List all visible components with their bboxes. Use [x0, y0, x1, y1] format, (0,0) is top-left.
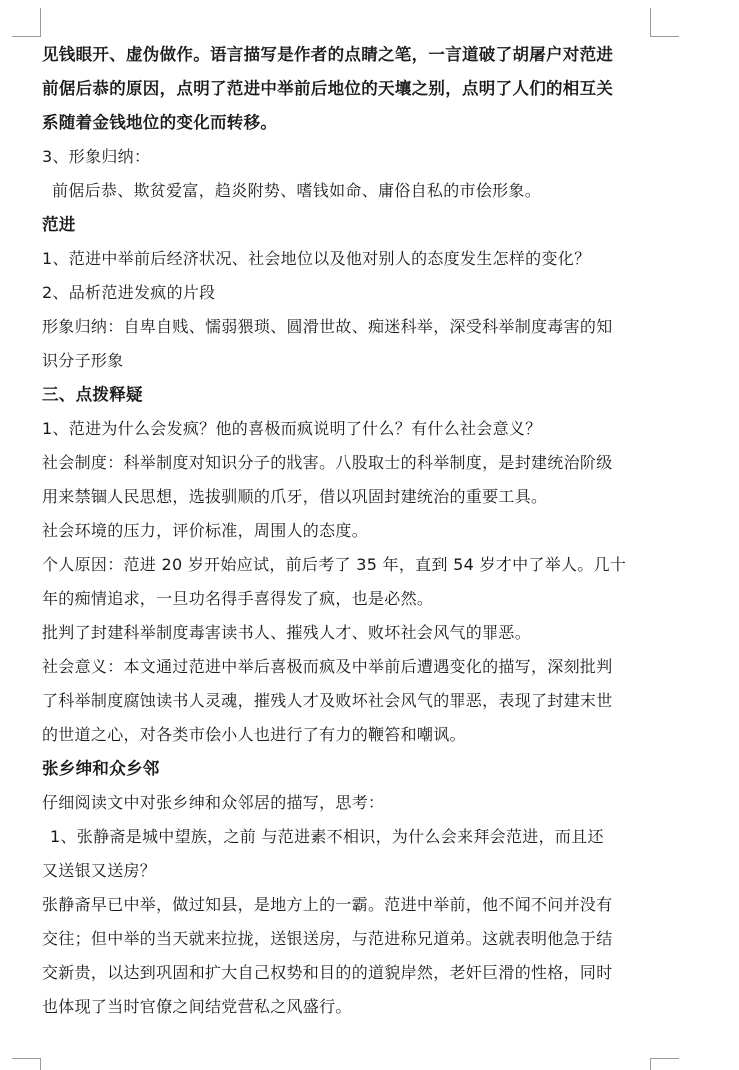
list-item: 1、张静斋是城中望族，之前 与范进素不相识，为什么会来拜会范进，而且还	[50, 827, 604, 846]
paragraph-line: 也体现了当时官僚之间结党营私之风盛行。	[42, 997, 352, 1016]
paragraph-line: 识分子形象	[42, 351, 124, 370]
crop-mark-top-right	[650, 8, 651, 36]
paragraph-line: 个人原因：范进 20 岁开始应试，前后考了 35 年，直到 54 岁才中了举人。几十	[42, 555, 627, 574]
paragraph-line: 前倨后恭、欺贫爱富，趋炎附势、嗜钱如命、庸俗自私的市侩形象。	[52, 181, 542, 200]
paragraph-line: 系随着金钱地位的变化而转移。	[42, 113, 278, 132]
section-heading: 三、点拨释疑	[42, 385, 143, 404]
paragraph-line: 年的痴情追求，一旦功名得手喜得发了疯，也是必然。	[42, 589, 434, 608]
list-item: 1、范进中举前后经济状况、社会地位以及他对别人的态度发生怎样的变化？	[42, 249, 591, 268]
paragraph-line: 又送银又送房？	[42, 861, 157, 880]
paragraph-line: 的世道之心，对各类市侩小人也进行了有力的鞭笞和嘲讽。	[42, 725, 466, 744]
crop-mark-bottom-left	[12, 1058, 41, 1059]
paragraph-line: 社会意义：本文通过范进中举后喜极而疯及中举前后遭遇变化的描写，深刻批判	[42, 657, 613, 676]
paragraph-line: 了科举制度腐蚀读书人灵魂，摧残人才及败坏社会风气的罪恶，表现了封建末世	[42, 691, 613, 710]
paragraph-line: 形象归纳：自卑自贱、懦弱猥琐、圆滑世故、痴迷科举，深受科举制度毒害的知	[42, 317, 613, 336]
list-item: 1、范进为什么会发疯？他的喜极而疯说明了什么？有什么社会意义？	[42, 419, 542, 438]
section-heading: 张乡绅和众乡邻	[42, 759, 160, 778]
paragraph-line: 交新贵，以达到巩固和扩大自己权势和目的的道貌岸然，老奸巨滑的性格，同时	[42, 963, 613, 982]
paragraph-line: 张静斋早已中举，做过知县，是地方上的一霸。范进中举前，他不闻不问并没有	[42, 895, 613, 914]
crop-mark-top-left	[12, 36, 41, 37]
paragraph-line: 用来禁锢人民思想，选拔驯顺的爪牙，借以巩固封建统治的重要工具。	[42, 487, 548, 506]
document-body	[42, 38, 662, 1024]
crop-mark-top-right	[650, 36, 679, 37]
paragraph-line: 交往；但中举的当天就来拉拢，送银送房，与范进称兄道弟。这就表明他急于结	[42, 929, 613, 948]
paragraph-line: 社会制度：科举制度对知识分子的戕害。八股取士的科举制度，是封建统治阶级	[42, 453, 613, 472]
paragraph-line: 仔细阅读文中对张乡绅和众邻居的描写，思考：	[42, 793, 385, 812]
crop-mark-bottom-left	[40, 1058, 41, 1070]
list-item: 2、品析范进发疯的片段	[42, 283, 216, 302]
crop-mark-bottom-right	[650, 1058, 651, 1070]
list-item: 3、形象归纳：	[42, 147, 151, 166]
paragraph-line: 前倨后恭的原因，点明了范进中举前后地位的天壤之别，点明了人们的相互关	[42, 79, 614, 98]
section-heading: 范进	[42, 215, 76, 234]
crop-mark-bottom-right	[650, 1058, 679, 1059]
paragraph-line: 见钱眼开、虚伪做作。语言描写是作者的点睛之笔，一言道破了胡屠户对范进	[42, 45, 614, 64]
crop-mark-top-left	[40, 8, 41, 36]
paragraph-line: 批判了封建科举制度毒害读书人、摧残人才、败坏社会风气的罪恶。	[42, 623, 532, 642]
paragraph-line: 社会环境的压力，评价标准，周围人的态度。	[42, 521, 369, 540]
